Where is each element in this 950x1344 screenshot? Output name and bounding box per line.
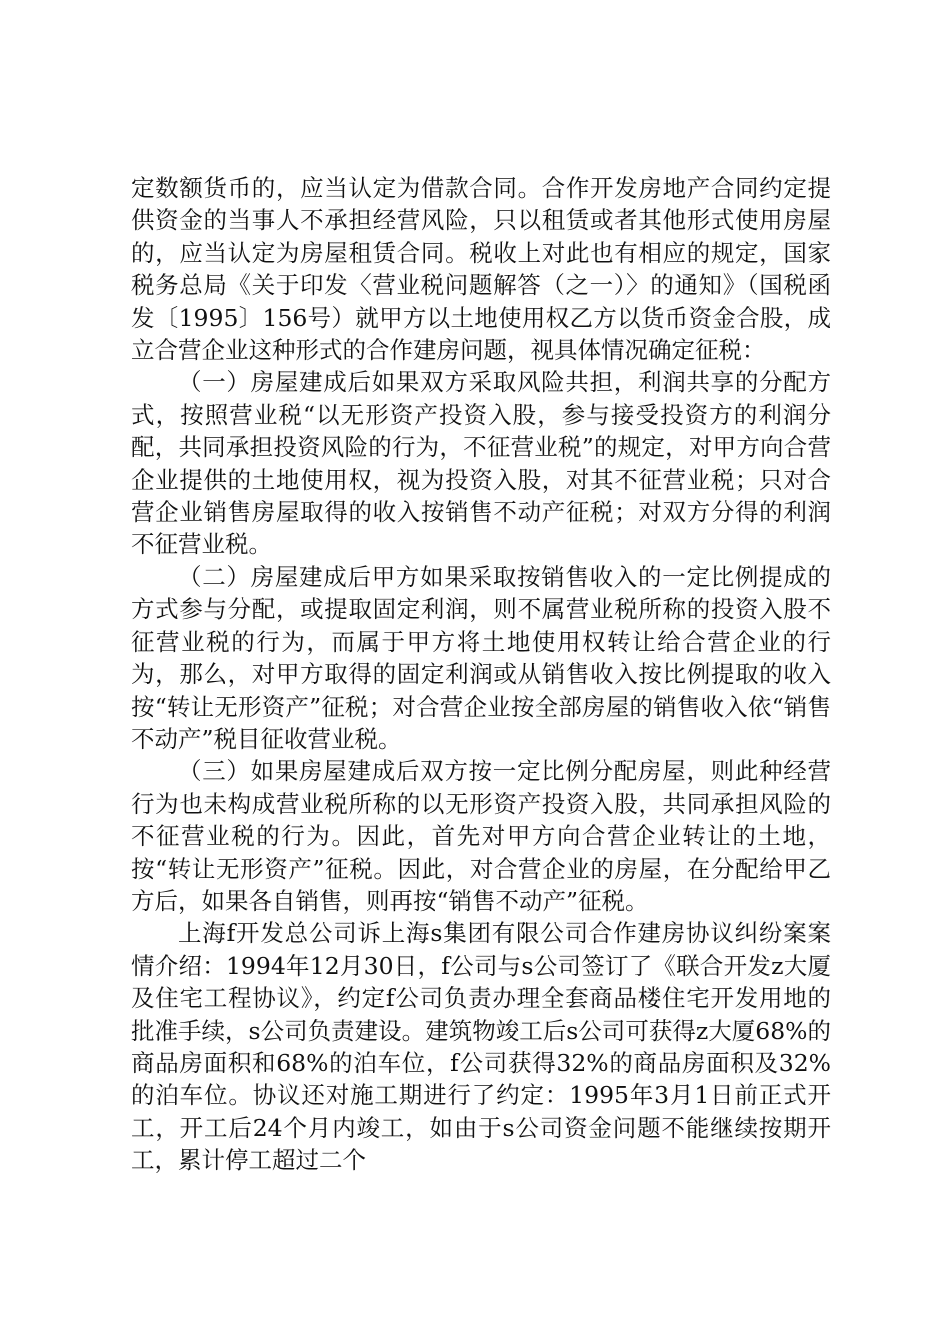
document-body	[131, 172, 831, 1177]
paragraph-item-three: （三）如果房屋建成后双方按一定比例分配房屋，则此种经营行为也未构成营业税所称的以无形资产投资入股，共同承担风险的不征营业税的行为。因此，首先对甲方向合营企业转让的土地，按“转让无形资产”征税。因此，对合营企业的房屋，在分配给甲乙方后，如果各自销售，则再按“销售不动产”征税。	[131, 757, 831, 915]
paragraph-case-intro: 上海f开发总公司诉上海s集团有限公司合作建房协议纠纷案案情介绍：1994年12月30日，f公司与s公司签订了《联合开发z大厦及住宅工程协议》，约定f公司负责办理全套商品楼住宅开发用地的批准手续，s公司负责建设。建筑物竣工后s公司可获得z大厦68%的商品房面积和68%的泊车位，f公司获得32%的商品房面积及32%的泊车位。协议还对施工期进行了约定：1995年3月1日前正式开工，开工后24个月内竣工，如由于s公司资金问题不能继续按期开工，累计停工超过二个	[131, 919, 831, 1175]
paragraph-item-two: （二）房屋建成后甲方如果采取按销售收入的一定比例提成的方式参与分配，或提取固定利润，则不属营业税所称的投资入股不征营业税的行为，而属于甲方将土地使用权转让给合营企业的行为，那么，对甲方取得的固定利润或从销售收入按比例提取的收入按“转让无形资产”征税；对合营企业按全部房屋的销售收入依“销售不动产”税目征收营业税。	[131, 562, 831, 753]
paragraph-item-one: （一）房屋建成后如果双方采取风险共担，利润共享的分配方式，按照营业税“以无形资产投资入股，参与接受投资方的利润分配，共同承担投资风险的行为，不征营业税”的规定，对甲方向合营企业提供的土地使用权，视为投资入股，对其不征营业税；只对合营企业销售房屋取得的收入按销售不动产征税；对双方分得的利润不征营业税。	[131, 368, 831, 559]
paragraph-continuation: 定数额货币的，应当认定为借款合同。合作开发房地产合同约定提供资金的当事人不承担经营风险，只以租赁或者其他形式使用房屋的，应当认定为房屋租赁合同。税收上对此也有相应的规定，国家税务总局《关于印发〈营业税问题解答（之一）〉的通知》（国税函发〔1995〕156号）就甲方以土地使用权乙方以货币资金合股，成立合营企业这种形式的合作建房问题，视具体情况确定征税：	[131, 174, 831, 365]
